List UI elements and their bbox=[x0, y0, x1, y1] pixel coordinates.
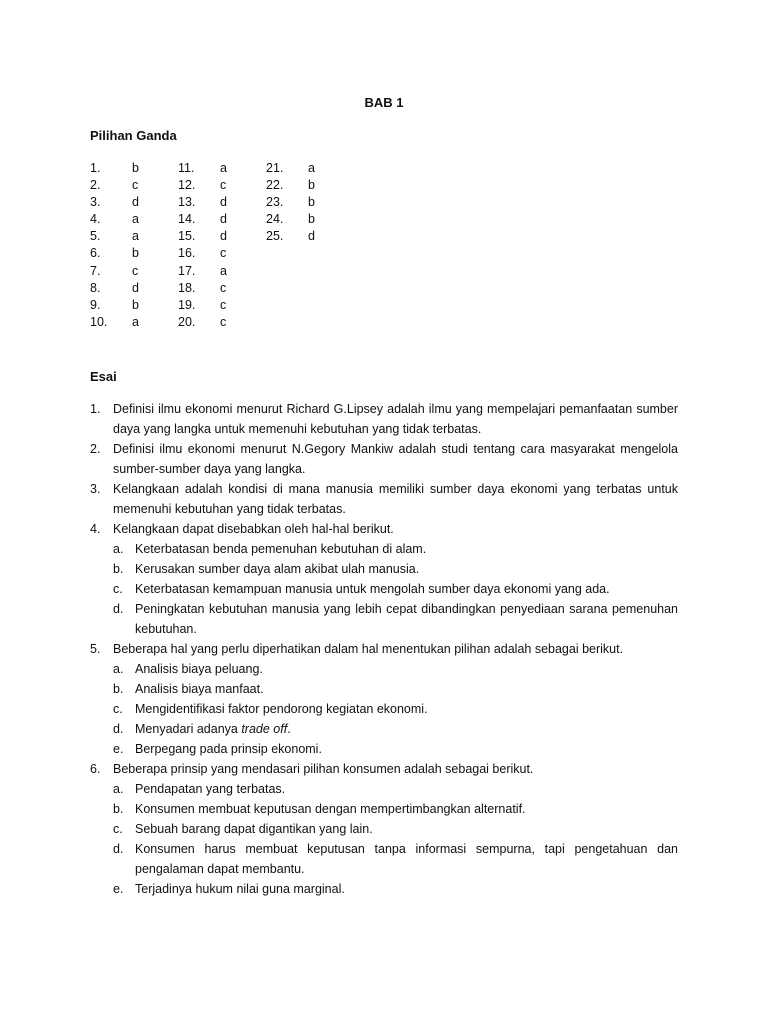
answer-letter: b bbox=[132, 246, 139, 261]
answer-letter: c bbox=[220, 178, 227, 193]
essay-subitem bbox=[113, 879, 678, 899]
question-number: 1. bbox=[90, 161, 101, 175]
subitem-letter: d. bbox=[113, 842, 124, 856]
subitem-text-main: Keterbatasan benda pemenuhan kebutuhan di alam. bbox=[135, 542, 427, 556]
answer-letter: a bbox=[132, 314, 139, 329]
subitem-text bbox=[135, 579, 678, 599]
multiple-choice-heading: Pilihan Ganda bbox=[90, 128, 177, 143]
answer-letter: d bbox=[220, 212, 227, 227]
subitem-text-main: Sebuah barang dapat digantikan yang lain. bbox=[135, 822, 373, 836]
essay-item bbox=[90, 399, 678, 439]
subitem-text-main: Mengidentifikasi faktor pendorong kegiatan ekonomi. bbox=[135, 702, 428, 716]
answer-letter: a bbox=[308, 161, 315, 175]
subitem-letter: b. bbox=[113, 562, 124, 576]
essay-subitem bbox=[113, 739, 678, 759]
question-number: 13. bbox=[178, 195, 196, 210]
essay-subitem bbox=[113, 799, 678, 819]
essay-heading: Esai bbox=[90, 369, 117, 384]
subitem-letter: b. bbox=[113, 802, 124, 816]
question-number: 23. bbox=[266, 195, 284, 210]
subitem-text bbox=[135, 799, 678, 819]
subitem-letter: d. bbox=[113, 602, 124, 616]
answer-letter: c bbox=[220, 280, 227, 295]
empty-cell bbox=[266, 314, 308, 331]
question-number: 14. bbox=[178, 212, 196, 227]
essay-item bbox=[90, 759, 678, 779]
answer-row bbox=[90, 245, 354, 262]
empty-cell bbox=[266, 245, 308, 262]
subitem-text bbox=[135, 719, 678, 739]
subitem-text bbox=[135, 819, 678, 839]
answer-letter: b bbox=[308, 195, 315, 210]
essay-item bbox=[90, 439, 678, 479]
essay-subitem bbox=[113, 819, 678, 839]
essay-item bbox=[90, 639, 678, 659]
essay-item-text: Kelangkaan adalah kondisi di mana manusia memiliki sumber daya ekonomi yang terbatas untuk memenuhi kebutuhan yang tidak terbatas. bbox=[113, 482, 678, 516]
essay-item-text: Beberapa prinsip yang mendasari pilihan konsumen adalah sebagai berikut. bbox=[113, 762, 534, 776]
answer-letter: a bbox=[220, 161, 227, 175]
empty-cell bbox=[308, 297, 354, 314]
essay-subitem bbox=[113, 579, 678, 599]
answer-letter: b bbox=[308, 178, 315, 193]
subitem-text bbox=[135, 599, 678, 639]
essay-item-text: Kelangkaan dapat disebabkan oleh hal-hal berikut. bbox=[113, 522, 394, 536]
essay-subitem bbox=[113, 599, 678, 639]
chapter-title: BAB 1 bbox=[364, 95, 404, 110]
answer-letter: d bbox=[308, 229, 315, 244]
essay-item bbox=[90, 519, 678, 539]
subitem-letter: c. bbox=[113, 702, 123, 716]
subitem-text bbox=[135, 699, 678, 719]
subitem-letter: a. bbox=[113, 662, 124, 676]
subitem-letter: c. bbox=[113, 822, 123, 836]
question-number: 7. bbox=[90, 263, 101, 278]
subitem-text-main: Peningkatan kebutuhan manusia yang lebih cepat dibandingkan penyediaan sarana pemenuhan kebutuhan. bbox=[135, 602, 678, 636]
answer-row bbox=[90, 263, 354, 280]
answer-letter: b bbox=[308, 212, 315, 227]
italic-term: trade off bbox=[241, 722, 288, 736]
essay-subitem bbox=[113, 539, 678, 559]
subitem-letter: a. bbox=[113, 782, 124, 796]
subitem-text bbox=[135, 559, 678, 579]
subitem-letter: d. bbox=[113, 722, 124, 736]
empty-cell bbox=[266, 280, 308, 297]
answer-row bbox=[90, 228, 354, 245]
subitem-text bbox=[135, 779, 678, 799]
question-number: 5. bbox=[90, 229, 101, 244]
answer-row bbox=[90, 211, 354, 228]
question-number: 11. bbox=[178, 161, 195, 175]
subitem-text-main: Keterbatasan kemampuan manusia untuk mengolah sumber daya ekonomi yang ada. bbox=[135, 582, 610, 596]
question-number: 15. bbox=[178, 229, 196, 244]
subitem-text-main: Berpegang pada prinsip ekonomi. bbox=[135, 742, 322, 756]
empty-cell bbox=[266, 297, 308, 314]
subitem-text-main: Konsumen harus membuat keputusan tanpa informasi sempurna, tapi pengetahuan dan pengalaman dapat membantu. bbox=[135, 842, 678, 876]
empty-cell bbox=[266, 263, 308, 280]
question-number: 4. bbox=[90, 212, 101, 227]
answer-row bbox=[90, 160, 354, 177]
subitem-text-main: Analisis biaya peluang. bbox=[135, 662, 263, 676]
answer-letter: a bbox=[132, 212, 139, 227]
essay-subitem bbox=[113, 659, 678, 679]
empty-cell bbox=[308, 263, 354, 280]
subitem-text-main: Kerusakan sumber daya alam akibat ulah manusia. bbox=[135, 562, 420, 576]
answer-letter: c bbox=[220, 314, 227, 329]
essay-item-number: 6. bbox=[90, 762, 101, 776]
subitem-text bbox=[135, 659, 678, 679]
essay-item-number: 4. bbox=[90, 522, 101, 536]
answer-row bbox=[90, 314, 354, 331]
question-number: 24. bbox=[266, 212, 284, 227]
answer-letter: c bbox=[132, 178, 139, 193]
question-number: 10. bbox=[90, 314, 108, 329]
answer-letter: c bbox=[220, 246, 227, 261]
answer-letter: a bbox=[220, 263, 227, 278]
answer-letter: b bbox=[132, 297, 139, 312]
essay-item bbox=[90, 479, 678, 519]
empty-cell bbox=[308, 280, 354, 297]
essay-subitem bbox=[113, 719, 678, 739]
answer-letter: d bbox=[220, 195, 227, 210]
answer-row bbox=[90, 194, 354, 211]
subitem-text bbox=[135, 879, 678, 899]
essay-subitem bbox=[113, 779, 678, 799]
essay-item-number: 1. bbox=[90, 402, 101, 416]
essay-item-number: 2. bbox=[90, 442, 101, 456]
subitem-text bbox=[135, 679, 678, 699]
question-number: 18. bbox=[178, 280, 196, 295]
essay-item-number: 5. bbox=[90, 642, 101, 656]
essay-item-text: Beberapa hal yang perlu diperhatikan dalam hal menentukan pilihan adalah sebagai berikut. bbox=[113, 642, 624, 656]
question-number: 8. bbox=[90, 280, 101, 295]
answer-key-grid bbox=[90, 160, 354, 331]
question-number: 16. bbox=[178, 246, 196, 261]
answer-letter: b bbox=[132, 161, 139, 175]
empty-cell bbox=[308, 314, 354, 331]
answer-letter: d bbox=[132, 195, 139, 210]
subitem-letter: b. bbox=[113, 682, 124, 696]
answer-letter: a bbox=[132, 229, 139, 244]
empty-cell bbox=[308, 245, 354, 262]
subitem-text-main: Konsumen membuat keputusan dengan mempertimbangkan alternatif. bbox=[135, 802, 526, 816]
subitem-text bbox=[135, 839, 678, 879]
question-number: 3. bbox=[90, 195, 101, 210]
answer-letter: c bbox=[220, 297, 227, 312]
subitem-text-end: . bbox=[287, 722, 291, 736]
answer-letter: d bbox=[220, 229, 227, 244]
answer-row bbox=[90, 280, 354, 297]
question-number: 22. bbox=[266, 178, 284, 193]
answer-row bbox=[90, 177, 354, 194]
question-number: 9. bbox=[90, 297, 101, 312]
question-number: 25. bbox=[266, 229, 284, 244]
subitem-text-main: Analisis biaya manfaat. bbox=[135, 682, 264, 696]
answer-letter: d bbox=[132, 280, 139, 295]
essay-item-number: 3. bbox=[90, 482, 101, 496]
essay-answers bbox=[90, 399, 678, 899]
question-number: 20. bbox=[178, 314, 196, 329]
subitem-letter: e. bbox=[113, 882, 124, 896]
subitem-letter: e. bbox=[113, 742, 124, 756]
subitem-text bbox=[135, 539, 678, 559]
essay-item-text: Definisi ilmu ekonomi menurut N.Gegory Mankiw adalah studi tentang cara masyarakat mengelola sumber-sumber daya yang langka. bbox=[113, 442, 678, 476]
question-number: 12. bbox=[178, 178, 196, 193]
question-number: 21. bbox=[266, 161, 284, 175]
subitem-text bbox=[135, 739, 678, 759]
essay-subitem bbox=[113, 559, 678, 579]
subitem-text-main: Menyadari adanya bbox=[135, 722, 242, 736]
question-number: 2. bbox=[90, 178, 101, 193]
essay-subitem bbox=[113, 679, 678, 699]
essay-subitem bbox=[113, 699, 678, 719]
answer-row bbox=[90, 297, 354, 314]
answer-letter: c bbox=[132, 263, 139, 278]
question-number: 17. bbox=[178, 263, 196, 278]
question-number: 6. bbox=[90, 246, 101, 261]
question-number: 19. bbox=[178, 297, 196, 312]
essay-subitem bbox=[113, 839, 678, 879]
subitem-text-main: Terjadinya hukum nilai guna marginal. bbox=[135, 882, 345, 896]
essay-item-text: Definisi ilmu ekonomi menurut Richard G.Lipsey adalah ilmu yang mempelajari pemanfaatan sumber daya yang langka untuk memenuhi kebutuhan yang tidak terbatas. bbox=[113, 402, 678, 436]
subitem-letter: a. bbox=[113, 542, 124, 556]
subitem-text-main: Pendapatan yang terbatas. bbox=[135, 782, 286, 796]
subitem-letter: c. bbox=[113, 582, 123, 596]
